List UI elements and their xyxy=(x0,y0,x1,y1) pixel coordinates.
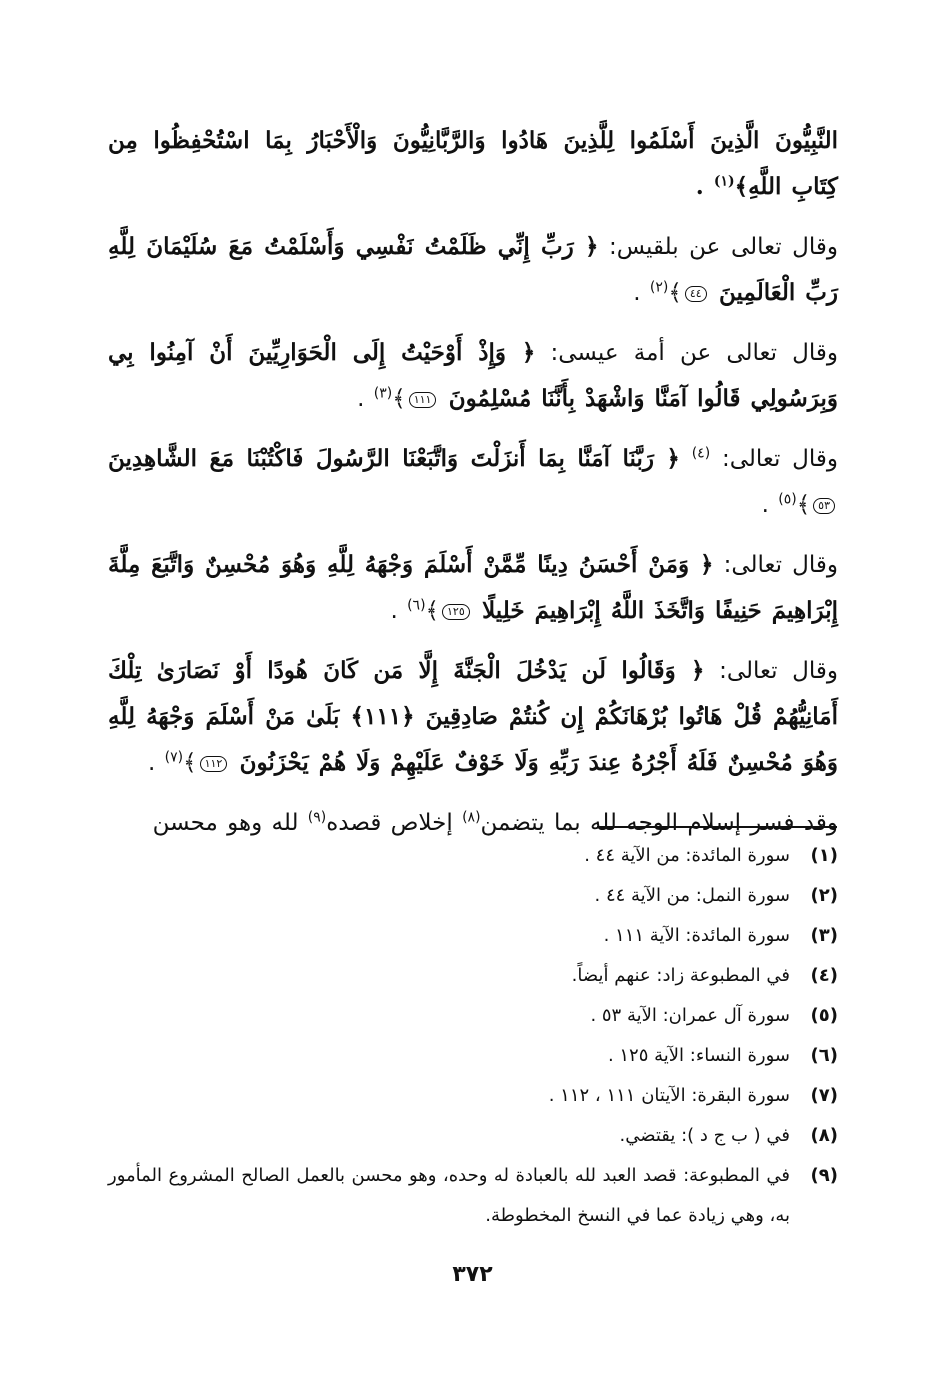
footnote-ref: (٦) xyxy=(407,597,426,614)
footnote-item xyxy=(108,916,838,956)
footnote-ref: (٤) xyxy=(691,445,711,462)
paragraph-3: وقال تعالى عن أمة عيسى: ﴿ وَإِذْ أَوْحَيْتُ إِلَى الْحَوَارِيِّينَ أَنْ آمِنُوا بِي وَبِرَسُولِي قَالُوا آمَنَّا وَاشْهَدْ بِأَنَّنَا مُسْلِمُونَ ١١١﴾$^{(٣)}$ . xyxy=(108,339,839,412)
footnote-ref: (١) xyxy=(713,173,735,190)
footnote-item xyxy=(108,1116,838,1156)
full-stop: . xyxy=(761,492,769,518)
full-stop: . xyxy=(695,173,704,200)
footnote-number: (٨) xyxy=(810,1125,838,1146)
footnote-item xyxy=(108,1076,838,1116)
ayah-number-mark: ٥٣ xyxy=(813,498,835,514)
intro-text: وقال تعالى: xyxy=(721,446,839,472)
footnote-ref: (٧) xyxy=(164,749,184,766)
footnote-number: (٦) xyxy=(810,1045,838,1066)
paragraph-1: النَّبِيُّونَ الَّذِينَ أَسْلَمُوا لِلَّذِينَ هَادُوا وَالرَّبَّانِيُّونَ وَالْأَحْبَارُ بِمَا اسْتُحْفِظُوا مِن كِتَابِ اللَّهِ﴾$^{(١)}$ . xyxy=(108,127,838,200)
footnotes xyxy=(108,836,838,1236)
footnote-number: (٤) xyxy=(810,965,838,986)
closing-text: وقد فسر إسلام الوجه لله بما يتضمن xyxy=(480,810,838,836)
ayah-number-mark: ١١١ xyxy=(409,392,437,408)
footnote-ref: (٣) xyxy=(373,385,393,402)
footnote-number: (٧) xyxy=(810,1085,838,1106)
quran-verse: النَّبِيُّونَ الَّذِينَ أَسْلَمُوا لِلَّذِينَ هَادُوا وَالرَّبَّانِيُّونَ وَالْأَحْبَارُ بِمَا اسْتُحْفِظُوا مِن كِتَابِ اللَّهِ xyxy=(108,127,838,200)
quran-verse: ﴿ رَبَّنَا آمَنَّا بِمَا أَنزَلْتَ وَاتَّبَعْنَا الرَّسُولَ فَاكْتُبْنَا مَعَ الشَّاهِدِينَ xyxy=(108,445,680,472)
ayah-number-mark: ٤٤ xyxy=(685,286,707,302)
intro-text: وقال تعالى عن بلقيس: xyxy=(608,234,838,260)
footnote-ref: (٥) xyxy=(778,491,797,508)
footnote-item xyxy=(108,996,838,1036)
footnote-text: سورة النمل: من الآية ٤٤ . xyxy=(594,885,790,906)
footnote-divider xyxy=(597,826,837,828)
full-stop: . xyxy=(390,598,398,624)
footnote-item xyxy=(108,1036,838,1076)
closing-text: لله وهو محسن xyxy=(152,810,299,836)
footnote-text: سورة المائدة: من الآية ٤٤ . xyxy=(584,845,790,866)
footnote-item xyxy=(108,1156,838,1236)
footnote-text: في المطبوعة زاد: عنهم أيضاً. xyxy=(571,965,790,986)
footnote-ref: (٩) xyxy=(307,809,327,826)
footnote-text: سورة آل عمران: الآية ٥٣ . xyxy=(590,1005,790,1026)
closing-text: إخلاص قصده xyxy=(326,810,453,836)
footnote-number: (٢) xyxy=(810,885,838,906)
footnote-ref: (٢) xyxy=(649,279,669,296)
paragraph-6: وقال تعالى: ﴿ وَقَالُوا لَن يَدْخُلَ الْجَنَّةَ إِلَّا مَن كَانَ هُودًا أَوْ نَصَارَىٰ تِلْكَ أَمَانِيُّهُمْ قُلْ هَاتُوا بُرْهَانَكُمْ إِن كُنتُمْ صَادِقِينَ ﴿١١١﴾ بَلَىٰ مَنْ أَسْلَمَ وَجْهَهُ لِلَّهِ وَهُوَ مُحْسِنٌ فَلَهُ أَجْرُهُ عِندَ رَبِّهِ وَلَا خَوْفٌ عَلَيْهِمْ وَلَا هُمْ يَحْزَنُونَ ١١٢﴾$^{(٧)}$ . xyxy=(108,657,839,776)
full-stop: . xyxy=(633,280,641,306)
intro-text: وقال تعالى عن أمة عيسى: xyxy=(550,340,839,366)
main-text xyxy=(108,118,838,860)
footnote-text: سورة المائدة: الآية ١١١ . xyxy=(603,925,790,946)
full-stop: . xyxy=(357,386,365,412)
quran-verse: ﴿ رَبِّ إِنِّي ظَلَمْتُ نَفْسِي وَأَسْلَمْتُ مَعَ سُلَيْمَانَ لِلَّهِ رَبِّ الْعَالَمِينَ xyxy=(108,233,838,306)
full-stop: . xyxy=(147,750,156,776)
ayah-number-mark: ١١٢ xyxy=(200,756,228,772)
paragraph-5: وقال تعالى: ﴿ وَمَنْ أَحْسَنُ دِينًا مِّمَّنْ أَسْلَمَ وَجْهَهُ لِلَّهِ وَهُوَ مُحْسِنٌ وَاتَّبَعَ مِلَّةَ إِبْرَاهِيمَ حَنِيفًا وَاتَّخَذَ اللَّهُ إِبْرَاهِيمَ خَلِيلًا ١٢٥﴾$^{(٦)}$ . xyxy=(108,551,839,624)
page-number: ٣٧٢ xyxy=(452,1262,493,1287)
intro-text: وقال تعالى: xyxy=(719,658,838,684)
footnote-number: (٣) xyxy=(810,925,838,946)
footnote-number: (١) xyxy=(810,845,838,866)
footnote-text: سورة البقرة: الآيتان ١١١ ، ١١٢ . xyxy=(548,1085,790,1106)
footnote-ref: (٨) xyxy=(462,809,481,826)
intro-text: وقال تعالى: xyxy=(723,552,839,578)
footnote-number: (٩) xyxy=(810,1165,838,1186)
quran-verse: ﴿ وَقَالُوا لَن يَدْخُلَ الْجَنَّةَ إِلَّا مَن كَانَ هُودًا أَوْ نَصَارَىٰ تِلْكَ أَمَانِيُّهُمْ قُلْ هَاتُوا بُرْهَانَكُمْ إِن كُنتُمْ صَادِقِينَ ﴿١١١﴾ بَلَىٰ مَنْ أَسْلَمَ وَجْهَهُ لِلَّهِ وَهُوَ مُحْسِنٌ فَلَهُ أَجْرُهُ عِندَ رَبِّهِ وَلَا خَوْفٌ عَلَيْهِمْ وَلَا هُمْ يَحْزَنُونَ xyxy=(108,657,839,776)
footnote-item xyxy=(108,876,838,916)
footnote-text: سورة النساء: الآية ١٢٥ . xyxy=(607,1045,790,1066)
quran-verse: ﴿ وَإِذْ أَوْحَيْتُ إِلَى الْحَوَارِيِّينَ أَنْ آمِنُوا بِي وَبِرَسُولِي قَالُوا آمَنَّا وَاشْهَدْ بِأَنَّنَا مُسْلِمُونَ xyxy=(108,339,838,412)
footnote-number: (٥) xyxy=(810,1005,838,1026)
footnote-item xyxy=(108,836,838,876)
ayah-number-mark: ١٢٥ xyxy=(442,604,470,620)
quran-verse: ﴿ وَمَنْ أَحْسَنُ دِينًا مِّمَّنْ أَسْلَمَ وَجْهَهُ لِلَّهِ وَهُوَ مُحْسِنٌ وَاتَّبَعَ مِلَّةَ إِبْرَاهِيمَ حَنِيفًا وَاتَّخَذَ اللَّهُ إِبْرَاهِيمَ خَلِيلًا xyxy=(108,551,838,624)
footnote-text: في ( ب ج د ): يقتضي. xyxy=(619,1125,790,1146)
paragraph-4: وقال تعالى: $^{(٤)}$ ﴿ رَبَّنَا آمَنَّا بِمَا أَنزَلْتَ وَاتَّبَعْنَا الرَّسُولَ فَاكْتُبْنَا مَعَ الشَّاهِدِينَ ٥٣﴾$^{(٥)}$ . xyxy=(108,445,839,518)
paragraph-2: وقال تعالى عن بلقيس: ﴿ رَبِّ إِنِّي ظَلَمْتُ نَفْسِي وَأَسْلَمْتُ مَعَ سُلَيْمَانَ لِلَّهِ رَبِّ الْعَالَمِينَ ٤٤﴾$^{(٢)}$ . xyxy=(108,233,838,306)
footnote-item xyxy=(108,956,838,996)
footnote-text: في المطبوعة: قصد العبد لله بالعبادة له وحده، وهو محسن بالعمل الصالح المشروع المأمور به، وهي زيادة عما في النسخ المخطوطة. xyxy=(108,1165,790,1226)
